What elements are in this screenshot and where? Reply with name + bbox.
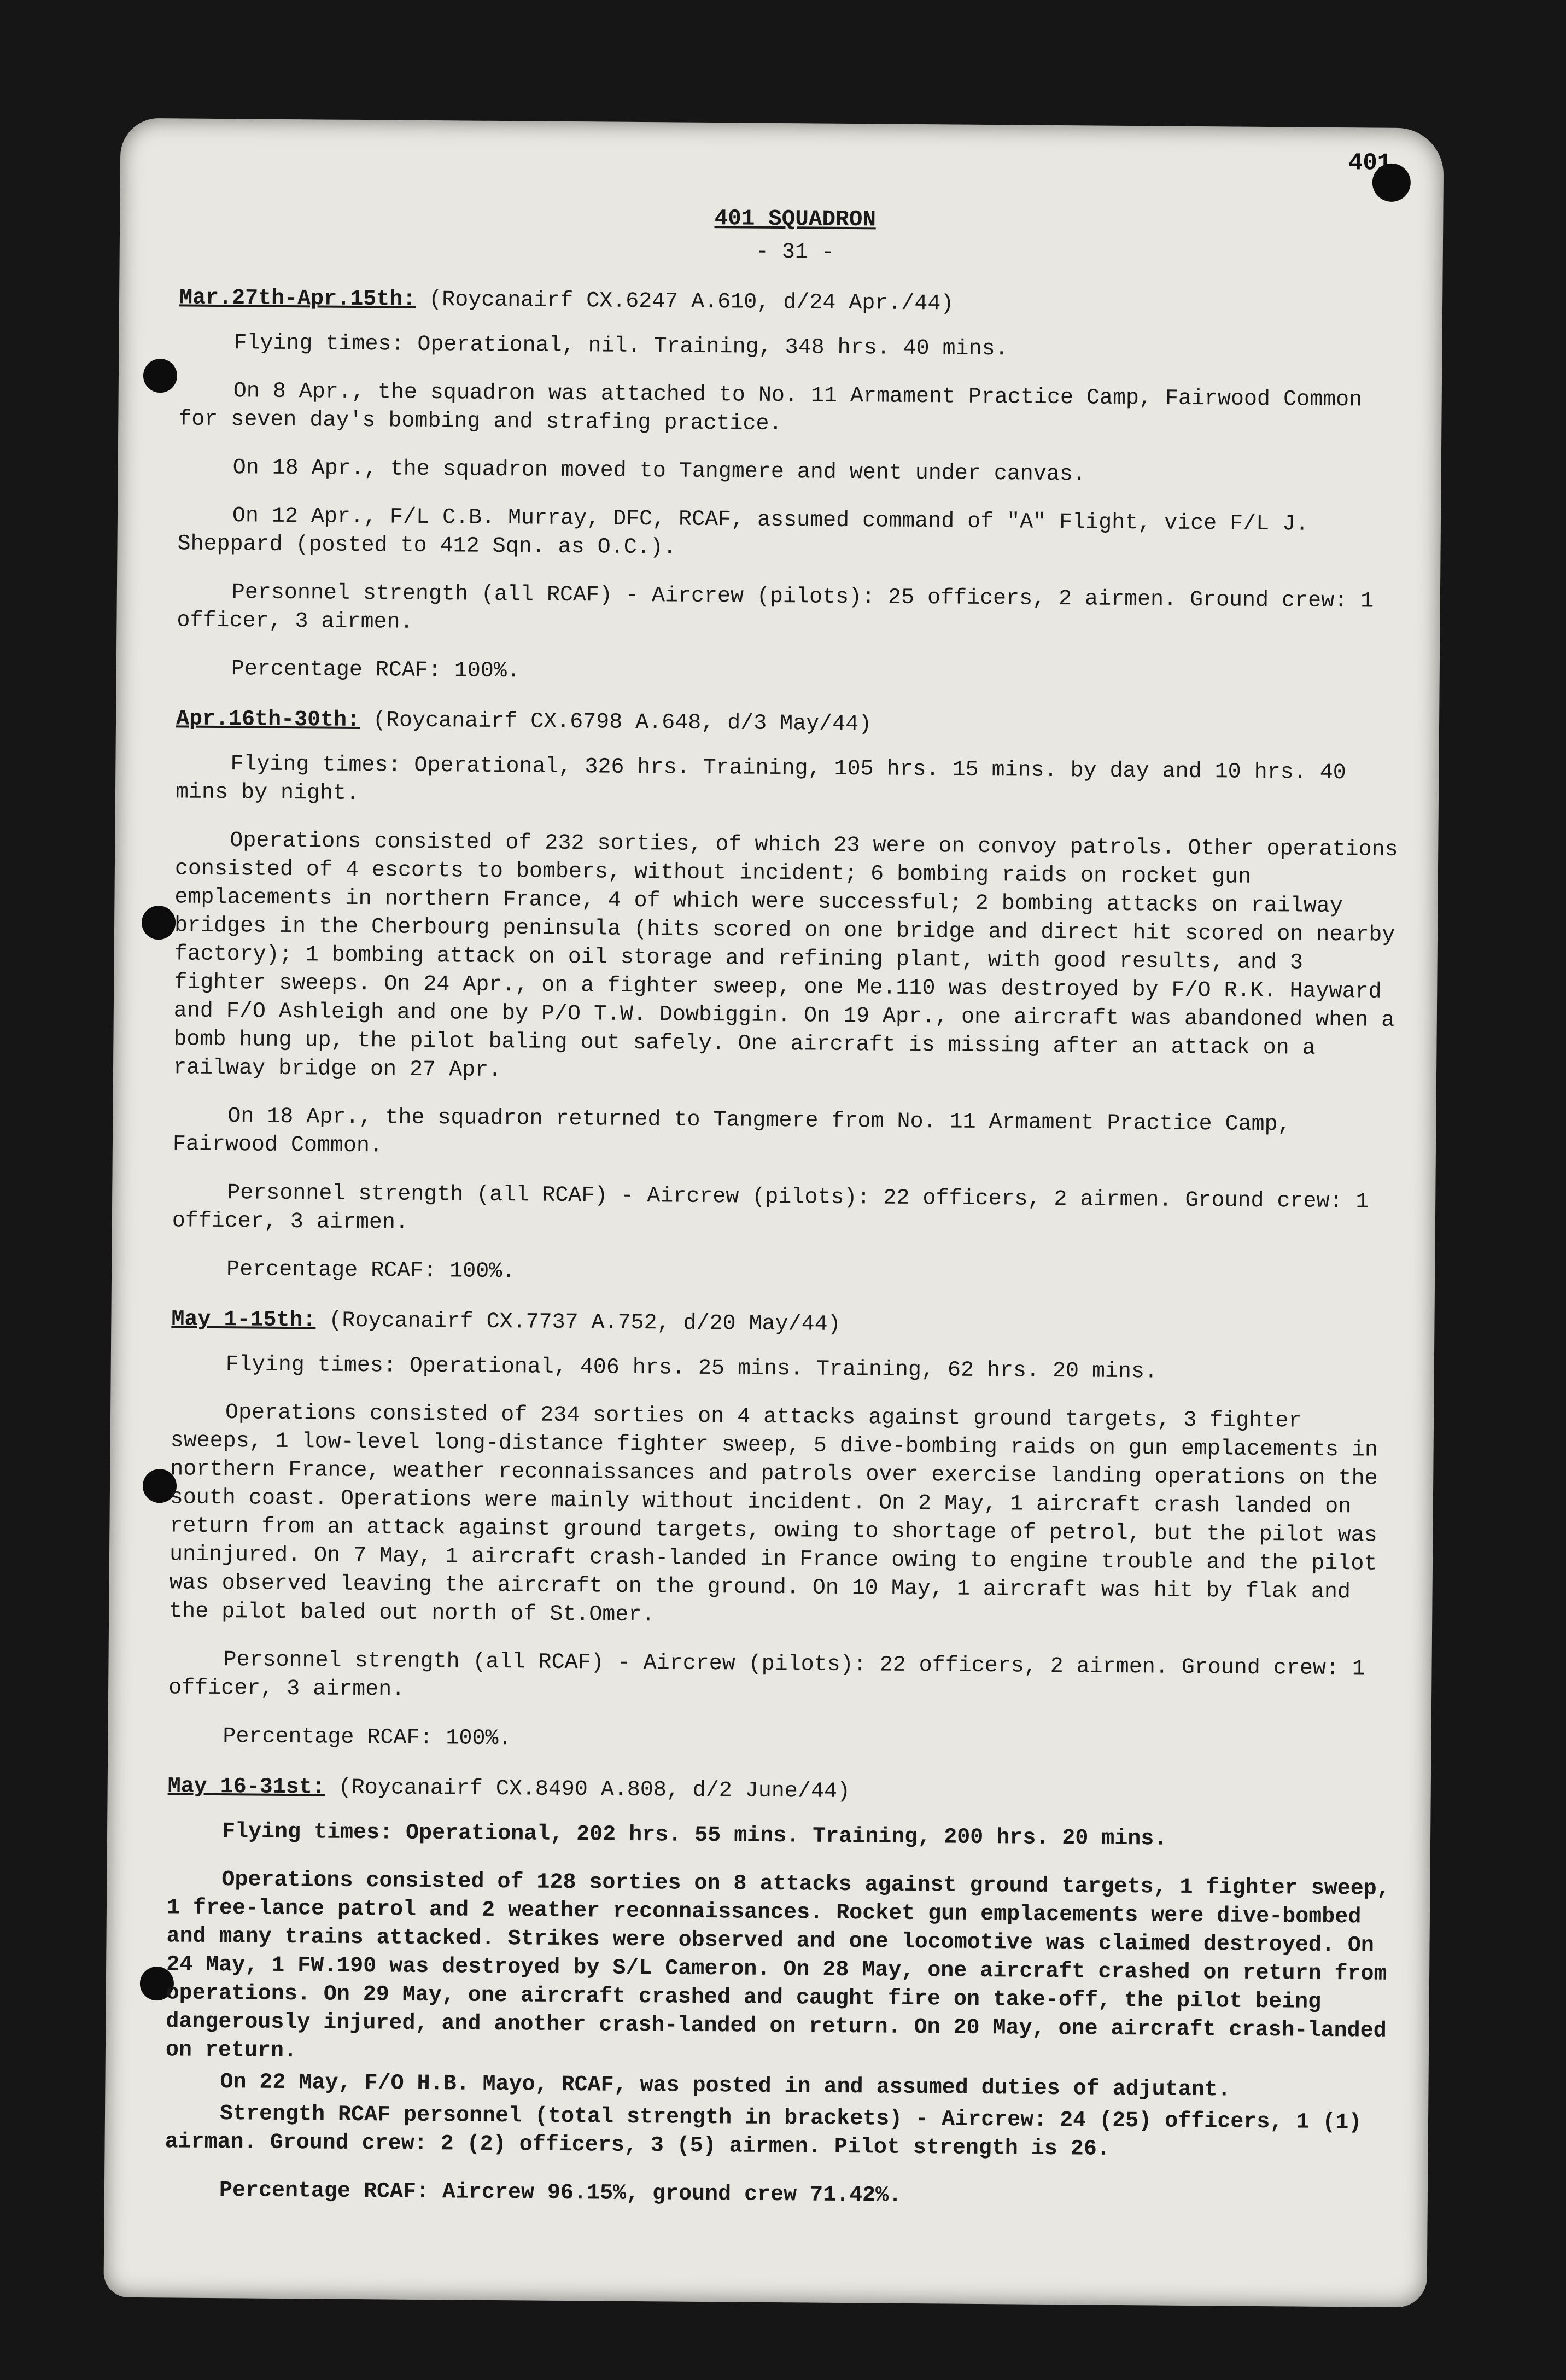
percentage-line: Percentage RCAF: 100%. xyxy=(231,657,521,684)
section-date: May 1-15th: xyxy=(171,1307,316,1333)
percentage-line: Percentage RCAF: Aircrew 96.15%, ground crew 71.42%. xyxy=(219,2178,902,2208)
page-number: 401 xyxy=(1348,149,1392,177)
paragraph: On 18 Apr., the squadron returned to Tangmere from No. 11 Armament Practice Camp, Fairwood Common. xyxy=(172,1104,1291,1159)
section-reference: (Roycanairf CX.6247 A.610, d/24 Apr./44) xyxy=(429,287,954,317)
paragraph: Operations consisted of 234 sorties on 4 attacks against ground targets, 3 fighter sweeps, 1 low-level long-distance fighter sweep, 5 dive-bombing raids on gun emplacements in northern France, weather reconnaissances and patrols over exercise landing operations on the south coast. Operations were mainly without incident. On 2 May, 1 aircraft crash landed on return from an attack against ground targets, owing to shortage of petrol, but the pilot was uninjured. On 7 May, 1 aircraft crash-landed in France owing to engine trouble and the pilot was observed leaving the aircraft on the ground. On 10 May, 1 aircraft was hit by flak and the pilot baled out north of St.Omer. xyxy=(169,1401,1378,1628)
section-heading xyxy=(179,284,1410,322)
document-title: 401 SQUADRON xyxy=(714,206,877,233)
paragraph: On 22 May, F/O H.B. Mayo, RCAF, was posted in and assumed duties of adjutant. xyxy=(220,2070,1231,2103)
percentage-line: Percentage RCAF: 100%. xyxy=(223,1724,512,1752)
section-reference: (Roycanairf CX.7737 A.752, d/20 May/44) xyxy=(329,1308,841,1337)
section-reference: (Roycanairf CX.6798 A.648, d/3 May/44) xyxy=(372,708,872,737)
paragraph: On 18 Apr., the squadron moved to Tangmere and went under canvas. xyxy=(232,456,1086,487)
document-page xyxy=(103,118,1444,2308)
paragraph: Operations consisted of 128 sorties on 8 attacks against ground targets, 1 fighter sweep, 1 free-lance patrol and 2 weather reconnaissances. Rocket gun emplacements were dive-bombed and many trains attacked. Strikes were observed and one locomotive was claimed destroyed. On 24 May, 1 FW.190 was destroyed by S/L Cameron. On 28 May, one aircraft crashed on return from operations. On 29 May, one aircraft crashed and caught fire on take-off, the pilot being dangerously injured, and another crash-landed on return. On 20 May, one aircraft crash-landed on return. xyxy=(165,1868,1390,2064)
report-section xyxy=(168,1305,1401,1760)
punch-hole xyxy=(142,906,176,940)
document-body xyxy=(164,200,1410,2236)
paragraph: Personnel strength (all RCAF) - Aircrew (pilots): 25 officers, 2 airmen. Ground crew: 1 officer, 3 airmen. xyxy=(177,580,1374,635)
paragraph: Flying times: Operational, 326 hrs. Training, 105 hrs. 15 mins. by day and 10 hrs. 40 mins by night. xyxy=(175,752,1346,807)
document-header xyxy=(180,200,1410,239)
paragraph: Flying times: Operational, 202 hrs. 55 mins. Training, 200 hrs. 20 mins. xyxy=(221,1819,1167,1852)
paragraph: Flying times: Operational, nil. Training, 348 hrs. 40 mins. xyxy=(233,331,1008,362)
section-reference: (Roycanairf CX.8490 A.808, d/2 June/44) xyxy=(338,1775,851,1805)
paragraph: On 8 Apr., the squadron was attached to No. 11 Armament Practice Camp, Fairwood Common for seven day's bombing and strafing practice. xyxy=(178,379,1363,437)
section-heading xyxy=(176,705,1406,743)
section-date: May 16-31st: xyxy=(167,1774,325,1800)
section-date: Apr.16th-30th: xyxy=(176,707,360,733)
report-section xyxy=(177,284,1410,693)
report-section xyxy=(172,705,1406,1293)
paragraph: Operations consisted of 232 sorties, of which 23 were on convoy patrols. Other operations consisted of 4 escorts to bombers, without incident; 6 bombing raids on rocket gun emplacements in northern France, 4 of which were successful; 2 bombing attacks on railway bridges in the Cherbourg peninsula (hits scored on one bridge and direct hit scored on nearby factory); 1 bombing attack on oil storage and refining plant, with good results, and 3 fighter sweeps. On 24 Apr., on a fighter sweep, one Me.110 was destroyed by F/O R.K. Hayward and F/O Ashleigh and one by P/O T.W. Dowbiggin. On 19 Apr., one aircraft was abandoned when a bomb hung up, the pilot baling out safely. One aircraft is missing after an attack on a railway bridge on 27 Apr. xyxy=(173,829,1398,1083)
percentage-line: Percentage RCAF: 100%. xyxy=(226,1257,516,1285)
paragraph: Personnel strength (all RCAF) - Aircrew (pilots): 22 officers, 2 airmen. Ground crew: 1 officer, 3 airmen. xyxy=(168,1648,1365,1702)
section-date: Mar.27th-Apr.15th: xyxy=(179,285,416,312)
section-heading xyxy=(171,1305,1401,1344)
section-heading xyxy=(168,1772,1398,1811)
punch-hole xyxy=(143,359,177,393)
report-section xyxy=(165,1772,1398,2214)
document-subtitle: - 31 - xyxy=(755,240,834,265)
paragraph: Personnel strength (all RCAF) - Aircrew (pilots): 22 officers, 2 airmen. Ground crew: 1 officer, 3 airmen. xyxy=(172,1181,1369,1235)
paragraph: On 12 Apr., F/L C.B. Murray, DFC, RCAF, assumed command of "A" Flight, vice F/L J. Sheppard (posted to 412 Sqn. as O.C.). xyxy=(177,504,1309,561)
paragraph: Strength RCAF personnel (total strength in brackets) - Aircrew: 24 (25) officers, 1 (1) airman. Ground crew: 2 (2) officers, 3 (5) airmen. Pilot strength is 26. xyxy=(165,2102,1362,2162)
paragraph: Flying times: Operational, 406 hrs. 25 mins. Training, 62 hrs. 20 mins. xyxy=(225,1352,1158,1385)
